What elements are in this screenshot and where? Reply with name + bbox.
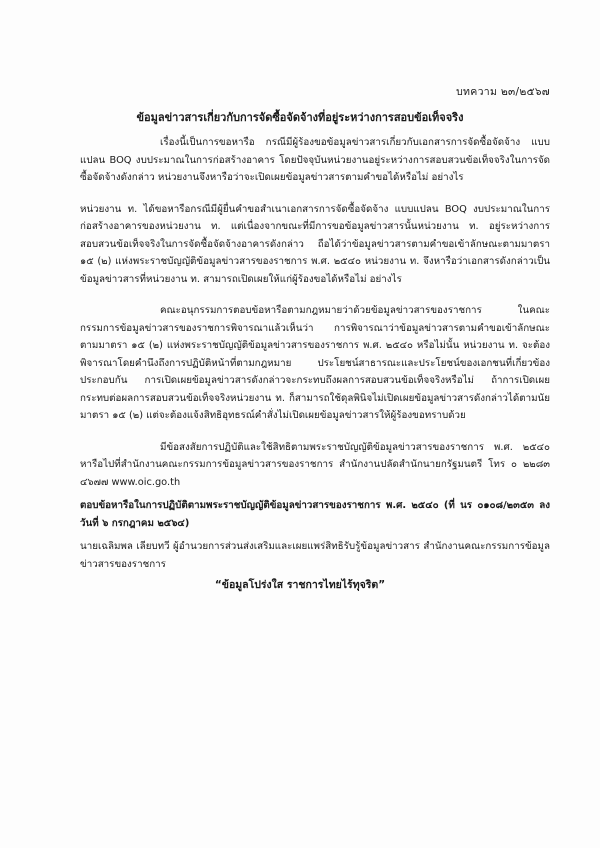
author-line: นายเฉลิมพล เลียบทวี ผู้อำนวยการส่วนส่งเสริมและเผยแพร่สิทธิรับรู้ข้อมูลข่าวสาร สำนักงานคณะกรรมการข้อมูลข่าวสารของราชการ — [80, 541, 550, 570]
document-title: ข้อมูลข่าวสารเกี่ยวกับการจัดซื้อจัดจ้างที่อยู่ระหว่างการสอบข้อเท็จจริง — [136, 111, 464, 124]
paragraph-opinion: คณะอนุกรรมการตอบข้อหารือตามกฎหมายว่าด้วยข้อมูลข่าวสารของราชการ ในคณะกรรมการข้อมูลข่าวสารของราชการพิจารณาแล้วเห็นว่า การพิจารณาว่าข้อมูลข่าวสารตามคำขอเข้าลักษณะตามมาตรา ๑๕ (๒) แห่งพระราชบัญญัติข้อมูลข่าวสารของราชการ พ.ศ. ๒๕๔๐ หรือไม่นั้น หน่วยงาน ท. จะต้องพิจารณาโดยคำนึงถึงการปฏิบัติหน้าที่ตามกฎหมาย ประโยชน์สาธารณะและประโยชน์ของเอกชนที่เกี่ยวข้องประกอบกัน การเปิดเผยข้อมูลข่าวสารดังกล่าวจะกระทบถึงผลการสอบสวนข้อเท็จจริงหรือไม่ ถ้าการเปิดเผยกระทบต่อผลการสอบสวนข้อเท็จจริงหน่วยงาน ท. ก็สามารถใช้ดุลพินิจไม่เปิดเผยข้อมูลข่าวสารดังกล่าวได้ตามนัยมาตรา ๑๕ (๒) แต่จะต้องแจ้งสิทธิอุทธรณ์คำสั่งไม่เปิดเผยข้อมูลข่าวสารให้ผู้ร้องขอทราบด้วย — [80, 305, 550, 421]
paragraph-question: เรื่องนี้เป็นการขอหารือ กรณีมีผู้ร้องขอข้อมูลข่าวสารเกี่ยวกับเอกสารการจัดซื้อจัดจ้าง แบบแปลน BOQ งบประมาณในการก่อสร้างอาคาร โดยปัจจุบันหน่วยงานอยู่ระหว่างการสอบสวนข้อเท็จจริงในการจัดซื้อจัดจ้างดังกล่าว หน่วยงานจึงหารือว่าจะเปิดเผยข้อมูลข่าวสารตามคำขอได้หรือไม่ อย่างไร — [80, 137, 550, 183]
article-reference: บทความ ๒๓/๒๕๖๗ — [456, 86, 550, 98]
contact-text: มีข้อสงสัยการปฏิบัติและใช้สิทธิตามพระราชบัญญัติข้อมูลข่าวสารของราชการ พ.ศ. ๒๕๔๐ หารือไปที่สำนักงานคณะกรรมการข้อมูลข่าวสารของราชการ สำนักงานปลัดสำนักนายกรัฐมนตรี โทร ๐ ๒๒๘๓ ๔๖๗๗ www.oic.go.th — [80, 441, 550, 488]
reference-line: ตอบข้อหารือในการปฏิบัติตามพระราชบัญญัติข้อมูลข่าวสารของราชการ พ.ศ. ๒๕๔๐ (ที่ นร ๐๑๐๘/๒๓๕๓ ลงวันที่ ๖ กรกฎาคม ๒๕๖๔) — [80, 500, 550, 529]
paragraph-facts: หน่วยงาน ท. ได้ขอหารือกรณีมีผู้ยื่นคำขอสำเนาเอกสารการจัดซื้อจัดจ้าง แบบแปลน BOQ งบประมาณในการก่อสร้างอาคารของหน่วยงาน ท. แต่เนื่องจากขณะที่มีการขอข้อมูลข่าวสารนั้นหน่วยงาน ท. อยู่ระหว่างการสอบสวนข้อเท็จจริงในการจัดซื้อจัดจ้างอาคารดังกล่าว ถือได้ว่าข้อมูลข่าวสารตามคำขอเข้าลักษณะตามมาตรา ๑๕ (๒) แห่งพระราชบัญญัติข้อมูลข่าวสารของราชการ พ.ศ. ๒๕๔๐ หน่วยงาน ท. จึงหารือว่าเอกสารดังกล่าวเป็นข้อมูลข่าวสารที่หน่วยงาน ท. สามารถเปิดเผยให้แก่ผู้ร้องขอได้หรือไม่ อย่างไร — [80, 203, 550, 285]
paragraph-contact — [80, 439, 550, 492]
slogan: “ข้อมูลโปร่งใส ราชการไทยไร้ทุจริต” — [214, 579, 386, 591]
document-body — [80, 134, 550, 573]
